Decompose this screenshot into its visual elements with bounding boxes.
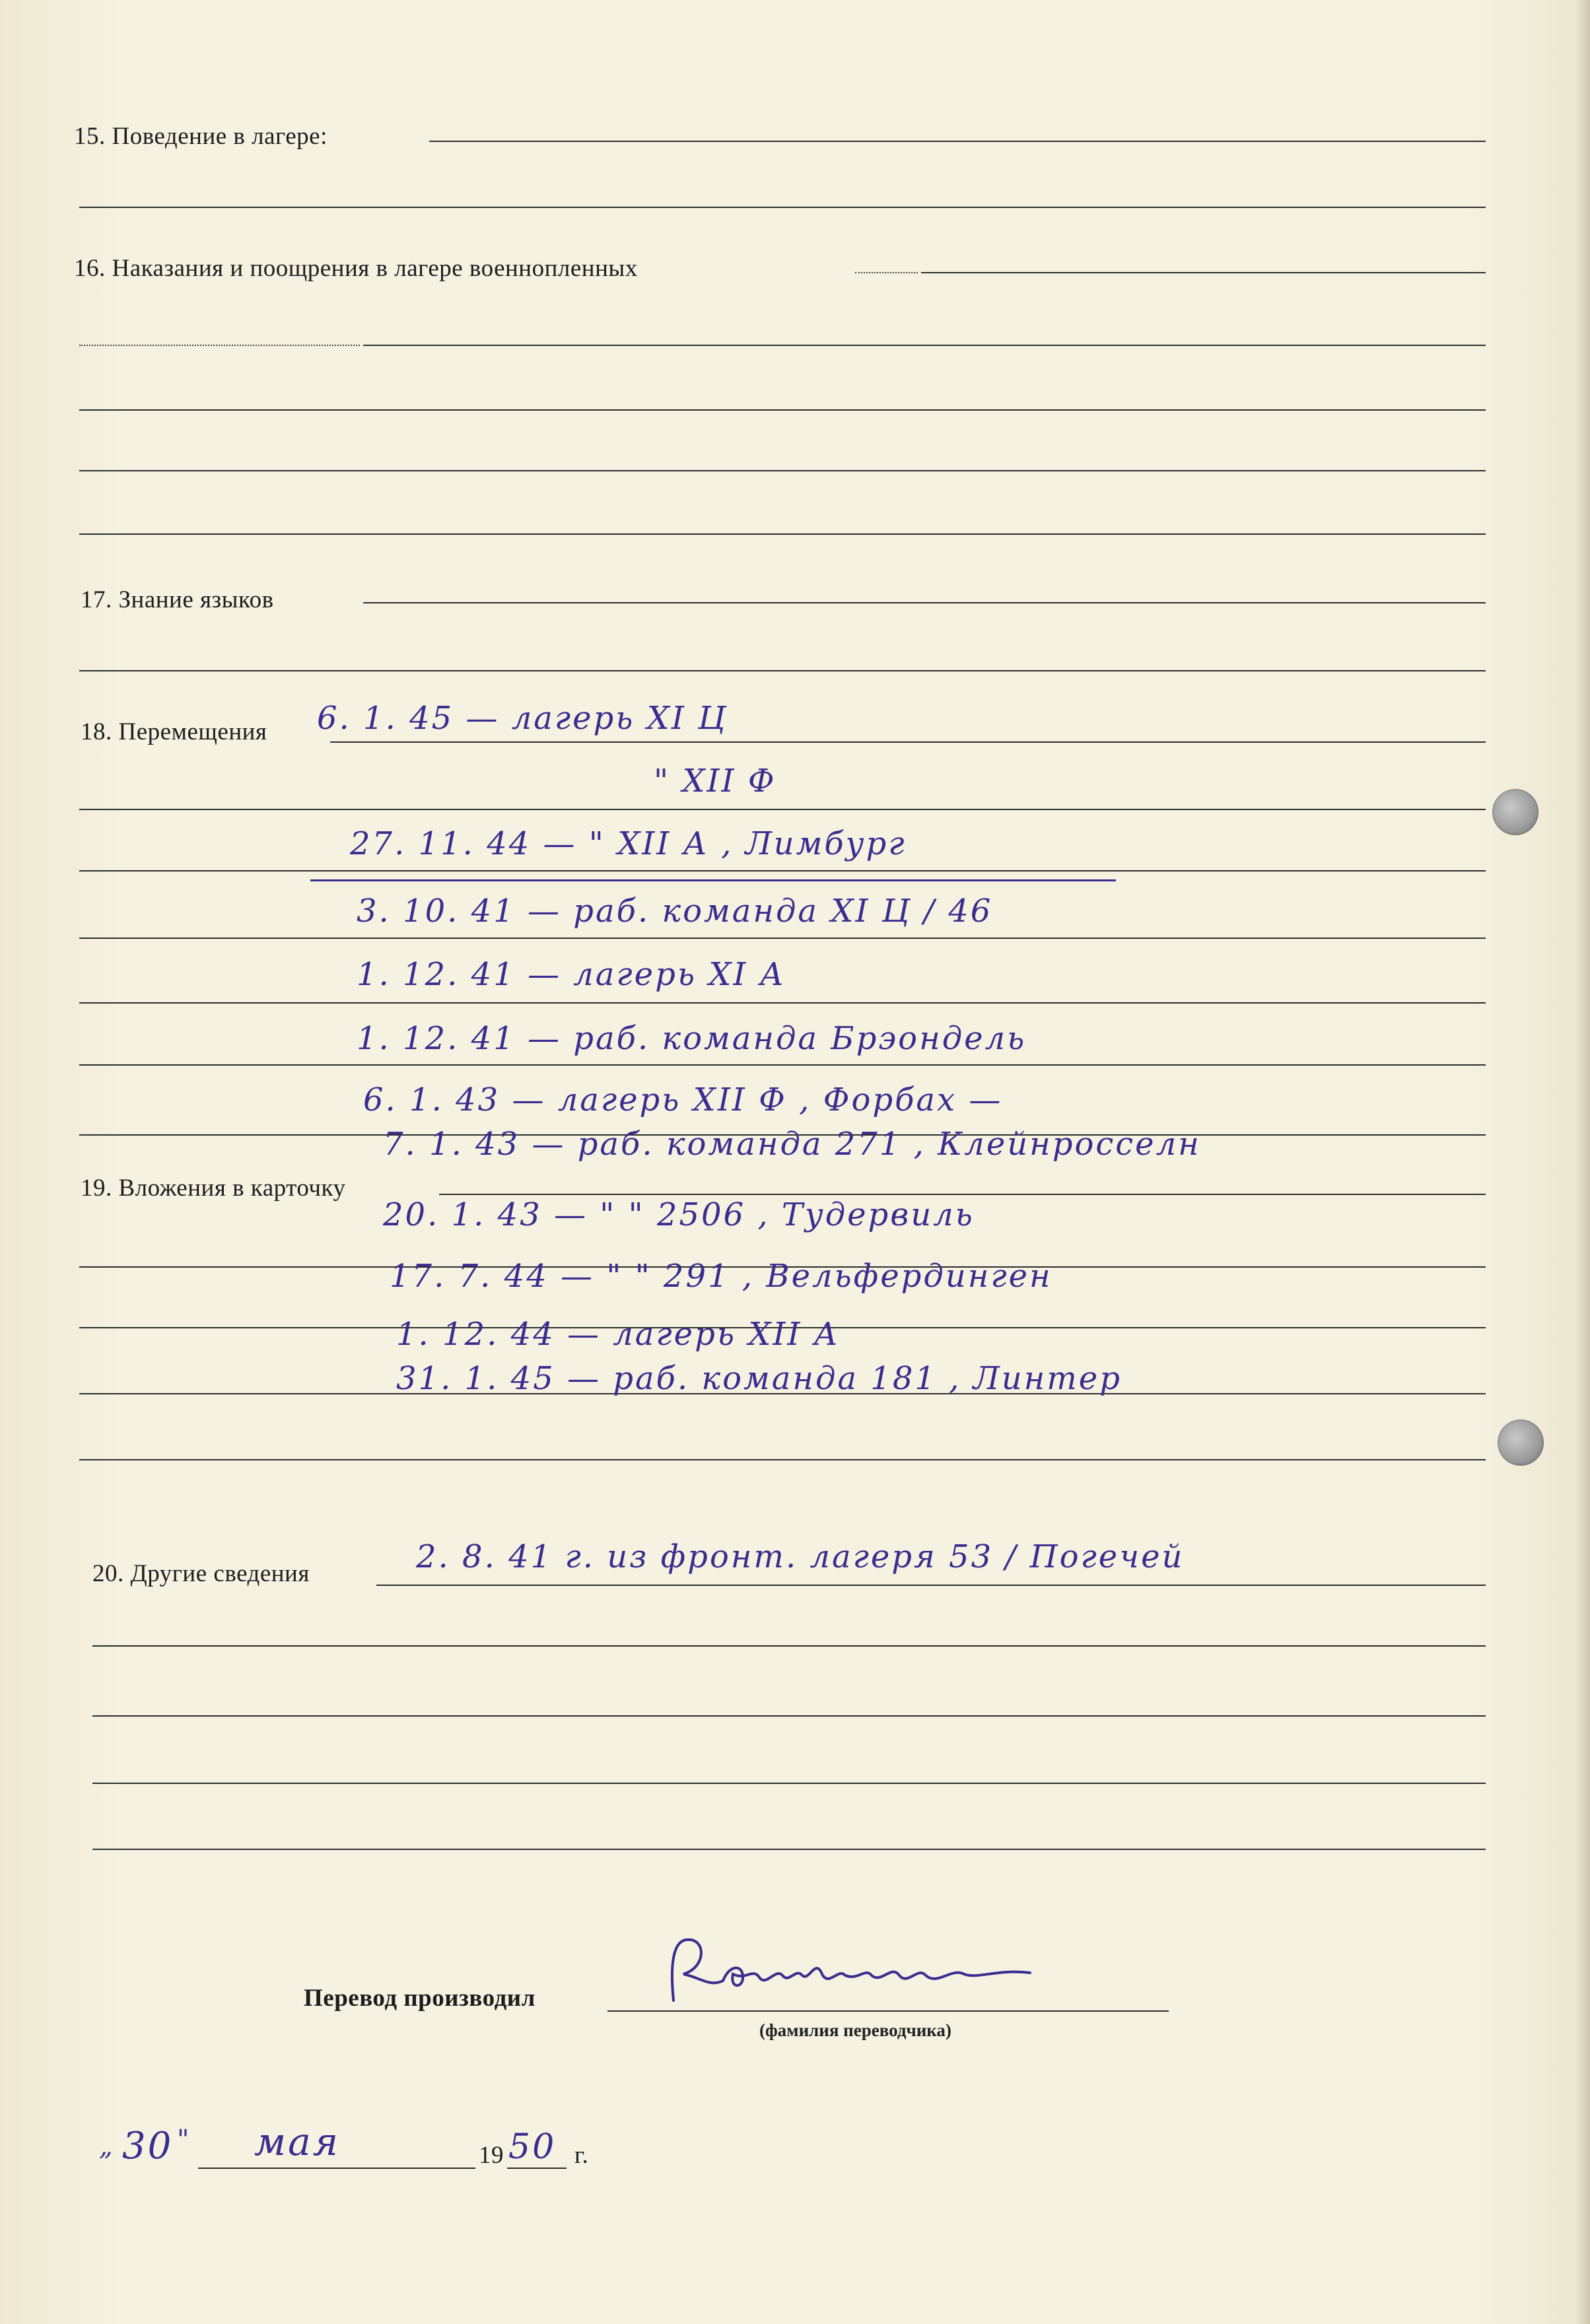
movement-entry: 7. 1. 43 — раб. команда 271 , Клейнросселн — [383, 1126, 1201, 1163]
date-year-unit: г. — [574, 2142, 589, 2169]
field-19-line-5 — [79, 1459, 1486, 1460]
field-20-line — [376, 1585, 1486, 1586]
movement-entry: 1. 12. 41 — лагерь XI А — [357, 956, 786, 993]
field-20-line-4 — [92, 1783, 1486, 1784]
handwritten-underline — [310, 879, 1116, 881]
field-18-line-4 — [79, 938, 1486, 939]
field-18-line-5 — [79, 1002, 1486, 1004]
movement-entry: 17. 7. 44 — " " 291 , Вельфердинген — [390, 1258, 1053, 1295]
punch-hole — [1492, 789, 1538, 835]
movement-entry: 1. 12. 44 — лагерь XII А — [396, 1316, 840, 1353]
field-19-label: 19. Вложения в карточку — [81, 1175, 346, 1202]
field-15-label: 15. Поведение в лагере: — [74, 123, 328, 150]
date-month: мая — [254, 2119, 341, 2164]
field-18-line-3 — [79, 870, 1486, 872]
field-18-label: 18. Перемещения — [81, 718, 267, 745]
movement-entry: 6. 1. 45 — лагерь XI Ц — [317, 700, 728, 737]
punch-hole — [1498, 1419, 1544, 1466]
field-18-line-6 — [79, 1064, 1486, 1066]
date-open-quote: „ — [99, 2131, 115, 2162]
movement-entry: 27. 11. 44 — " XII А , Лимбург — [350, 825, 907, 862]
field-20-line-2 — [92, 1645, 1486, 1647]
field-16-line-2 — [363, 345, 1486, 346]
field-16-dots-2 — [79, 345, 360, 346]
field-16-line-3 — [79, 409, 1486, 411]
field-20-line-3 — [92, 1715, 1486, 1717]
movement-entry: 3. 10. 41 — раб. команда XI Ц / 46 — [357, 893, 993, 930]
paper-edge-shadow — [1575, 0, 1590, 2324]
field-16-label: 16. Наказания и поощрения в лагере военнопленных — [74, 255, 638, 282]
field-15-line-2 — [79, 207, 1486, 208]
field-17-line — [363, 602, 1486, 603]
movement-entry: 1. 12. 41 — раб. команда Брэондель — [357, 1020, 1027, 1057]
date-year-prefix: 19 — [479, 2142, 504, 2169]
field-16-dots — [855, 272, 918, 273]
translator-label: Перевод производил — [304, 1985, 536, 2012]
movement-entry: 31. 1. 45 — раб. команда 181 , Линтер — [396, 1360, 1122, 1397]
date-year-line — [507, 2168, 567, 2169]
field-20-label: 20. Другие сведения — [92, 1560, 310, 1587]
movement-entry: 20. 1. 43 — " " 2506 , Тудервиль — [383, 1196, 975, 1233]
date-month-line — [198, 2168, 475, 2169]
date-year-suffix: 50 — [508, 2127, 557, 2167]
field-16-line — [921, 272, 1486, 273]
other-info-entry: 2. 8. 41 г. из фронт. лагеря 53 / Погечей — [416, 1538, 1185, 1575]
field-19-line — [439, 1194, 1486, 1195]
translator-signature — [660, 1928, 1083, 2014]
field-17-line-2 — [79, 670, 1486, 671]
field-15-line — [429, 141, 1486, 142]
field-18-line — [330, 741, 1486, 743]
field-16-line-4 — [79, 470, 1486, 471]
movement-entry: 6. 1. 43 — лагерь XII Ф , Форбах — — [363, 1081, 1003, 1118]
field-17-label: 17. Знание языков — [81, 586, 274, 613]
field-16-line-5 — [79, 533, 1486, 535]
date-day: 30 — [122, 2125, 174, 2168]
translator-caption: (фамилия переводчика) — [759, 2020, 951, 2040]
field-20-line-5 — [92, 1849, 1486, 1850]
date-close-quote: " — [177, 2125, 191, 2155]
movement-entry: " XII Ф — [654, 763, 777, 800]
field-18-line-2 — [79, 809, 1486, 810]
